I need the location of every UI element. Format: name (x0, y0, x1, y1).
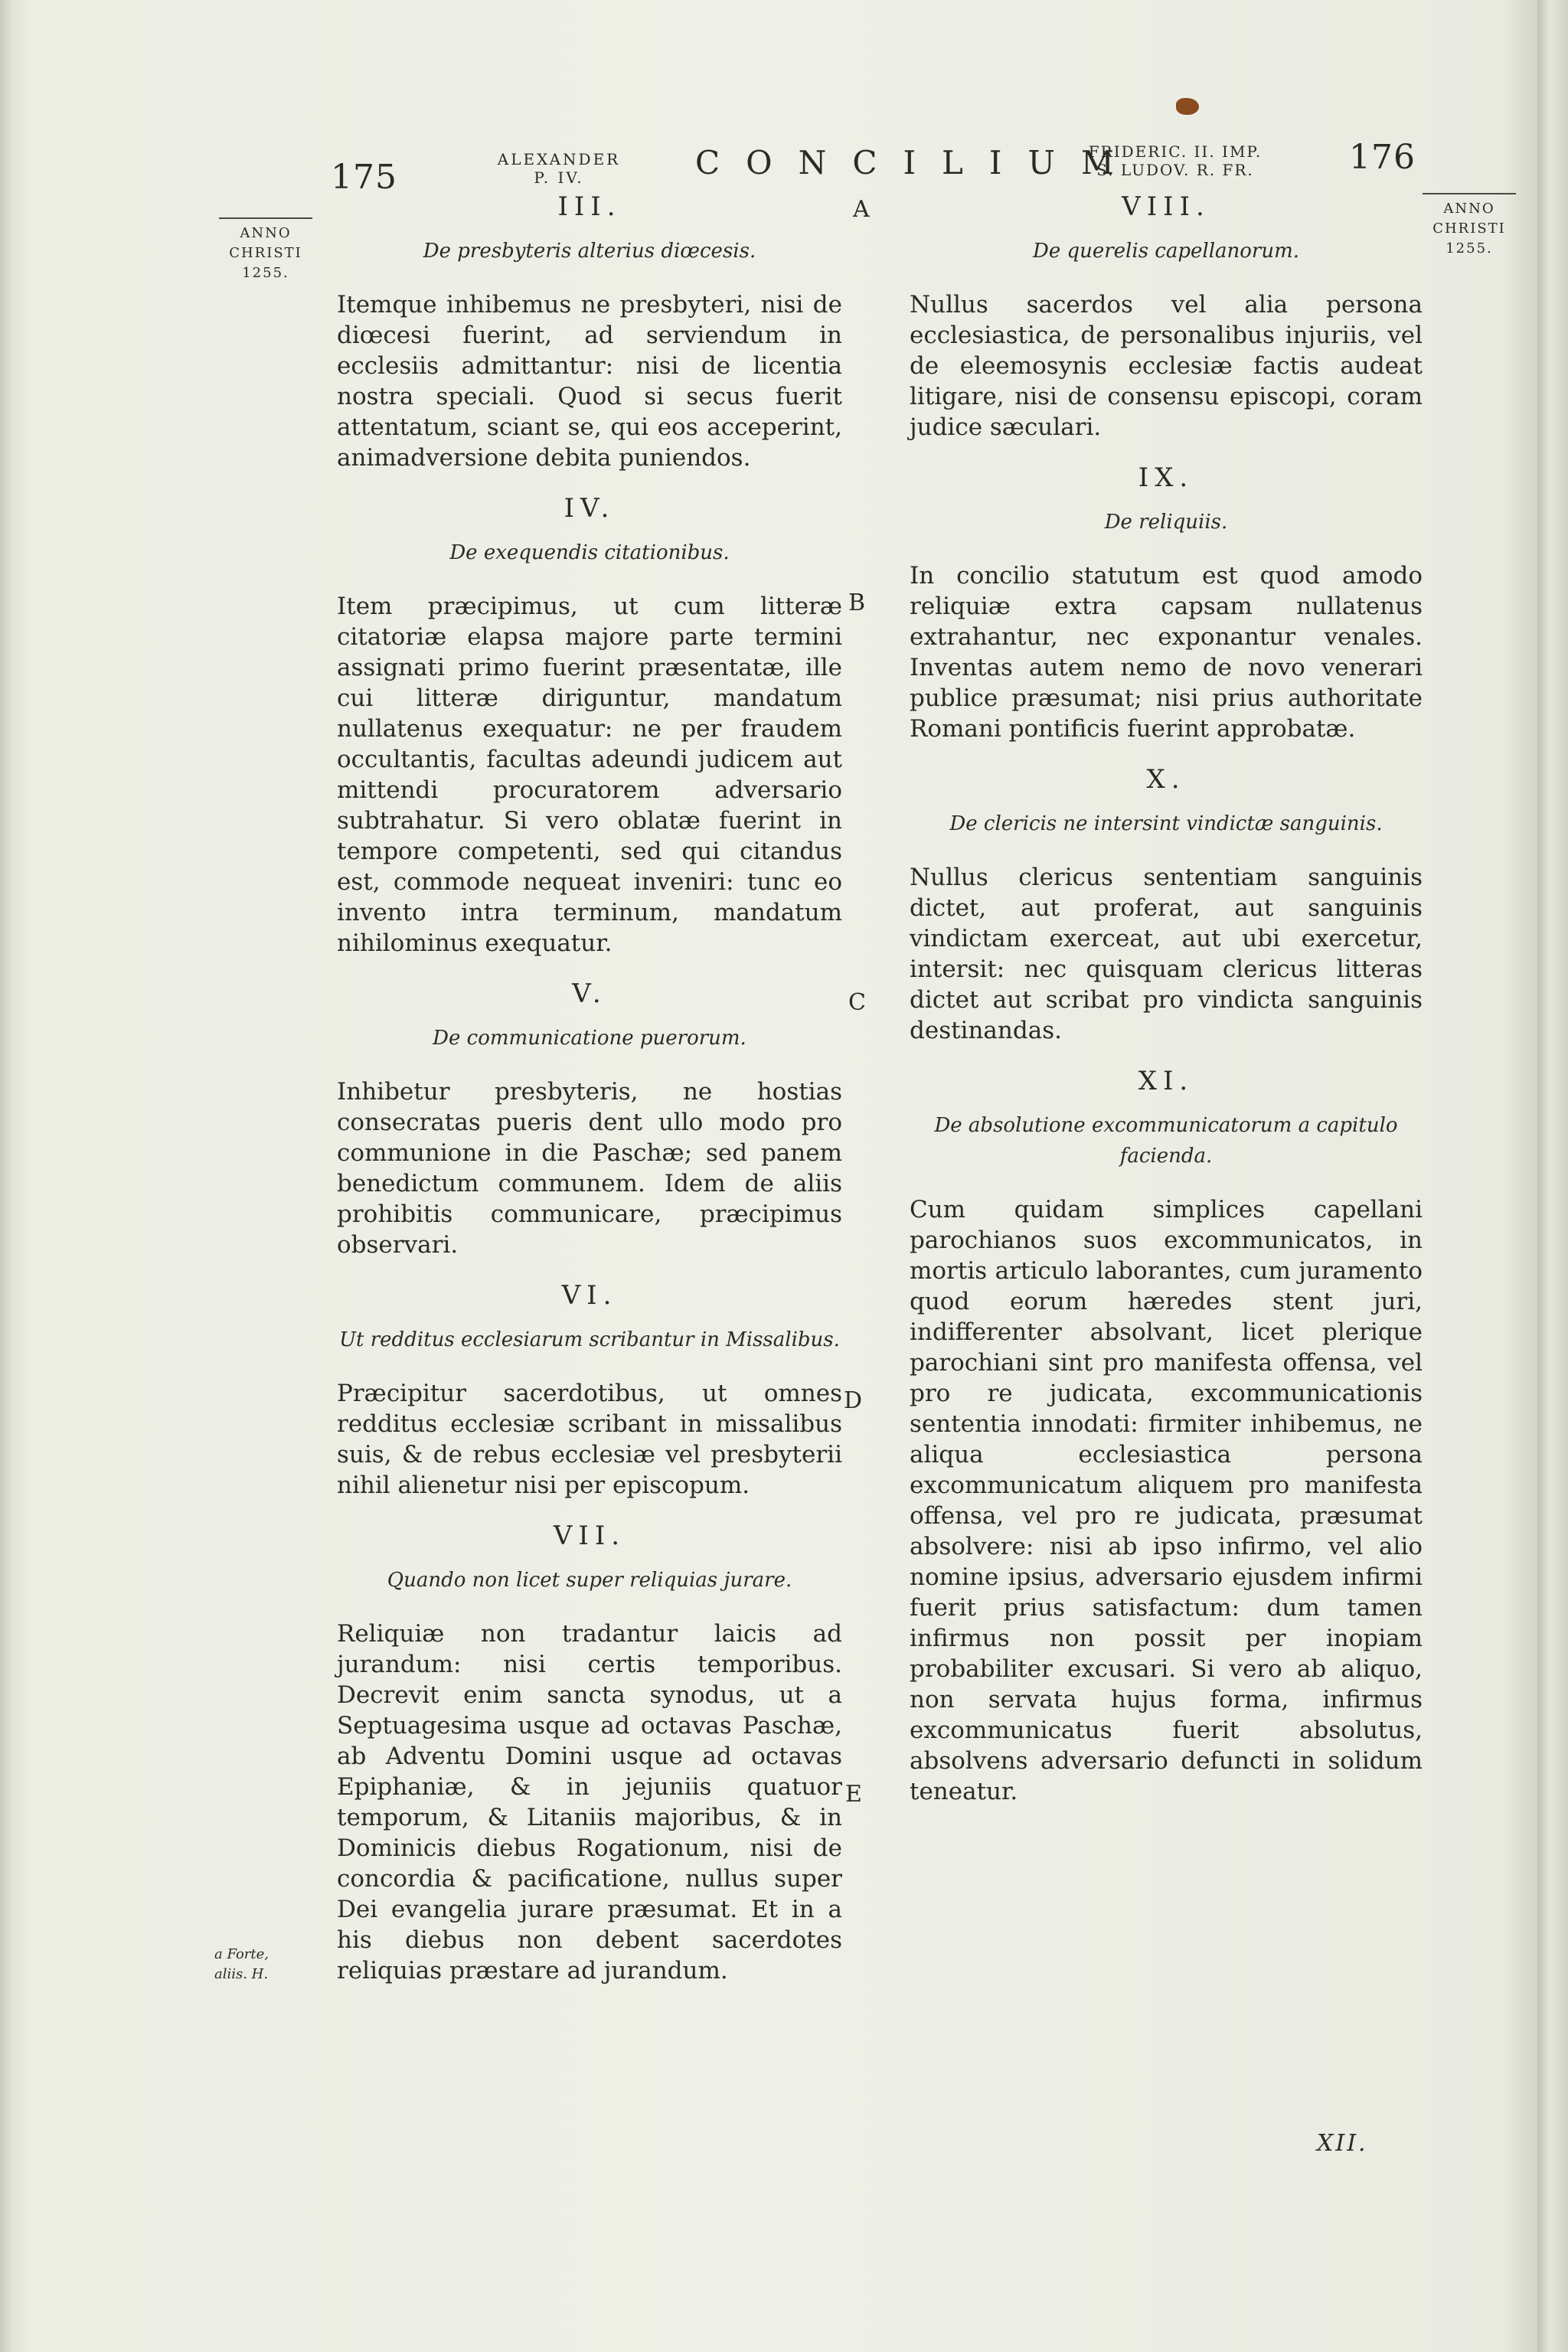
section-title: Ut redditus ecclesiarum scribantur in Missalibus. (339, 1328, 840, 1351)
section-6 (337, 1280, 842, 1501)
right-column (910, 191, 1423, 1827)
footnote-line2: aliis. H. (214, 1966, 269, 1982)
section-title: De reliquiis. (1104, 511, 1228, 534)
runner-right-line2: S. LUDOV. R. FR. (1096, 161, 1254, 179)
running-header-left (490, 150, 628, 187)
column-marker-e: E (845, 1781, 862, 1808)
margin-left-year: 1255. (242, 265, 289, 281)
section-3 (337, 191, 842, 473)
section-8 (910, 191, 1423, 443)
column-marker-a: A (853, 196, 870, 223)
section-number: VIII. (1122, 191, 1210, 222)
section-text: Itemque inhibemus ne presbyteri, nisi de diœcesi fuerint, ad serviendum in ecclesiis admittantur: nisi de licentia nostra speciali. Quod si secus fuerit attentatum, sciant se, qui eos acceperint, animadversione debita puniendos. (337, 291, 842, 472)
margin-left-anno: ANNO (240, 225, 292, 241)
section-number: III. (557, 191, 622, 222)
section-number: VI. (561, 1280, 618, 1311)
ink-blot (1176, 98, 1199, 115)
section-text: Cum quidam simplices capellani parochianos suos excommunicatos, in mortis articulo laborantes, cum juramento quod eorum hæredes stent juri, indifferenter absolvant, licet plerique parochiani sint pro manifesta offensa, vel pro re judicata, excommunicationis sententia innodati: firmiter inhibemus, ne aliqua ecclesiastica persona excommunicatum aliquem pro manifesta offensa, vel pro re judicata, præsumat absolvere: nisi ab ipso infirmo, vel alio nomine ipsius, adversario ejusdem infirmi fuerit prius satisfactum: dum tamen infirmus non possit per inopiam probabiliter excusari. Si vero ab aliquo, non servata hujus forma, infirmus excommunicatus fuerit absolutus, absolvens adversario defuncti in solidum teneatur. (910, 1196, 1423, 1805)
margin-right-year: 1255. (1446, 240, 1493, 256)
section-number: X. (1146, 764, 1186, 795)
section-text: Nullus clericus sententiam sanguinis dictet, aut proferat, aut sanguinis vindictam exerceat, aut ubi exercetur, intersit: nec quisquam clericus litteras dictet aut scribat pro vindicta sanguinis destinandas. (910, 864, 1423, 1044)
section-text: Reliquiæ non tradantur laicis ad jurandum: nisi certis temporibus. Decrevit enim sancta synodus, ut a Septuagesima usque ad octavas Paschæ, ab Adventu Domini usque ad octavas Epiphaniæ, & in jejuniis quatuor temporum, & Litaniis majoribus, & in Dominicis diebus Rogationum, nisi de concordia & pacificatione, nullus super Dei evangelia jurare præsumat. Et in a his diebus non debent sacerdotes reliquias præstare ad jurandum. (337, 1620, 842, 1984)
book-spine (1537, 0, 1568, 2352)
section-number: XI. (1138, 1066, 1194, 1096)
running-header-right (1072, 142, 1279, 179)
section-title: De querelis capellanorum. (1032, 240, 1300, 263)
margin-year-left (219, 217, 312, 283)
margin-right-anno: ANNO (1443, 201, 1495, 217)
footnote-line1: a Forte, (214, 1946, 270, 1962)
runner-right-line1: FRIDERIC. II. IMP. (1088, 142, 1263, 161)
margin-right-christi: CHRISTI (1432, 220, 1506, 237)
section-4 (337, 493, 842, 959)
section-7 (337, 1521, 842, 1986)
catchword: XII. (1317, 2130, 1368, 2157)
section-5 (337, 978, 842, 1260)
section-text: Inhibetur presbyteris, ne hostias consecratas pueris dent ullo modo pro communione in die Paschæ; sed panem benedictum communem. Idem de aliis prohibitis communicare, præcipimus observari. (337, 1078, 842, 1259)
page-number-left: 175 (331, 158, 397, 197)
footnote (214, 1945, 269, 1984)
section-text: In concilio statutum est quod amodo reliquiæ extra capsam nullatenus extrahantur, nec exponantur venales. Inventas autem nemo de novo venerari publice præsumat; nisi prius authoritate Romani pontificis fuerint approbatæ. (910, 562, 1423, 743)
page-number-right: 176 (1349, 138, 1416, 177)
margin-year-right (1423, 193, 1516, 259)
section-title: De communicatione puerorum. (433, 1027, 746, 1050)
running-title: CONCILIUM (695, 144, 1140, 181)
section-10 (910, 764, 1423, 1046)
section-number: IX. (1138, 462, 1194, 493)
section-11 (910, 1066, 1423, 1807)
section-text: Præcipitur sacerdotibus, ut omnes redditus ecclesiæ scribant in missalibus suis, & de rebus ecclesiæ vel presbyterii nihil alienetur nisi per episcopum. (337, 1380, 842, 1499)
section-title: Quando non licet super reliquias jurare. (387, 1569, 792, 1592)
column-marker-d: D (844, 1387, 863, 1414)
page-left-edge (0, 0, 14, 2352)
runner-left-line2: P. IV. (534, 168, 584, 187)
margin-left-christi: CHRISTI (229, 245, 302, 261)
section-text: Nullus sacerdos vel alia persona ecclesiastica, de personalibus injuriis, vel de eleemosynis ecclesiæ factis audeat litigare, nisi de consensu episcopi, coram judice sæculari. (910, 291, 1423, 441)
column-marker-c: C (848, 989, 866, 1016)
section-number: V. (572, 978, 607, 1009)
section-title: De clericis ne intersint vindictæ sanguinis. (949, 812, 1383, 835)
section-title: De absolutione excommunicatorum a capitulo facienda. (934, 1114, 1398, 1168)
section-text: Item præcipimus, ut cum litteræ citatoriæ elapsa majore parte termini assignati primo fuerint præsentatæ, ille cui litteræ diriguntur, mandatum nullatenus exequatur: ne per fraudem occultantis, facultas adeundi judicem aut mittendi procuratorem adversario subtrahatur. Si vero oblatæ fuerint in tempore competenti, sed qui citandus est, commode nequeat inveniri: tunc eo invento intra terminum, mandatum nihilominus exequatur. (337, 593, 842, 957)
column-marker-b: B (848, 590, 866, 616)
section-title: De exequendis citationibus. (449, 541, 730, 564)
runner-left-line1: ALEXANDER (497, 150, 621, 168)
section-number: IV. (564, 493, 616, 524)
section-9 (910, 462, 1423, 744)
left-column (337, 191, 842, 2006)
section-number: VII. (553, 1521, 626, 1551)
section-title: De presbyteris alterius diœcesis. (423, 240, 756, 263)
